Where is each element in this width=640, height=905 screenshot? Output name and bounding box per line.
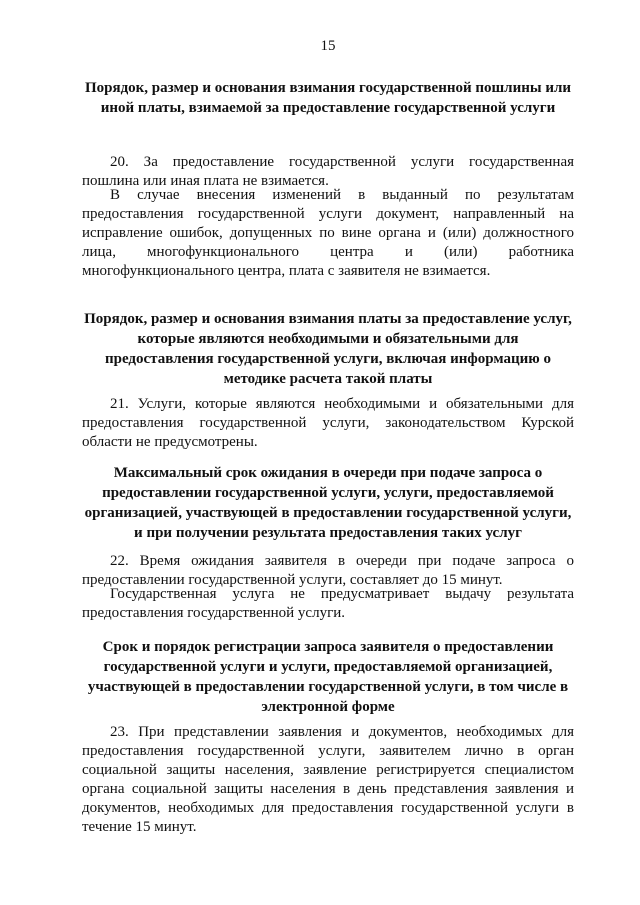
paragraph-21: 21. Услуги, которые являются необходимыми и обязательными для предоставления государственной услуги, законодательством Курской области не предусмотрены. [82,396,574,450]
paragraph-23: 23. При представлении заявления и документов, необходимых для предоставления государственной услуги, заявителем лично в орган социальной защиты населения, заявление регистрируется специалистом органа социальной защиты населения в день представления заявления и документов, необходимых для предоставления государственной услуги в течение 15 минут. [82,724,574,835]
paragraph-20: 20. За предоставление государственной услуги государственная пошлина или иная плата не взимается. [82,154,574,189]
section-heading-queue-time: Максимальный срок ожидания в очереди при подаче запроса о предоставлении государственной услуги, услуги, предоставляемой организацией, участвующей в предоставлении государственной услуги, и при получении результата предоставления таких услуг [84,465,572,541]
page-number: 15 [320,38,336,54]
section-heading-fee: Порядок, размер и основания взимания государственной пошлины или иной платы, взимаемой за предоставление государственной услуги [84,80,572,116]
section-heading-registration: Срок и порядок регистрации запроса заявителя о предоставлении государственной услуги и услуги, предоставляемой организацией, участвующей в предоставлении государственной услуги, в том числе в электронной форме [87,639,569,715]
paragraph-20-amendments: В случае внесения изменений в выданный по результатам предоставления государственной услуги документ, направленный на исправление ошибок, допущенных по вине органа и (или) должностного лица, многофункционального центра и (или) работника многофункционального центра, плата с заявителя не взимается. [82,187,574,279]
paragraph-22-result: Государственная услуга не предусматривает выдачу результата предоставления государственной услуги. [82,586,574,621]
section-heading-required-services-fee: Порядок, размер и основания взимания платы за предоставление услуг, которые являются необходимыми и обязательными для предоставления государственной услуги, включая информацию о методике расчета такой платы [84,311,572,387]
paragraph-22: 22. Время ожидания заявителя в очереди при подаче запроса о предоставлении государственной услуги, составляет до 15 минут. [82,553,574,588]
